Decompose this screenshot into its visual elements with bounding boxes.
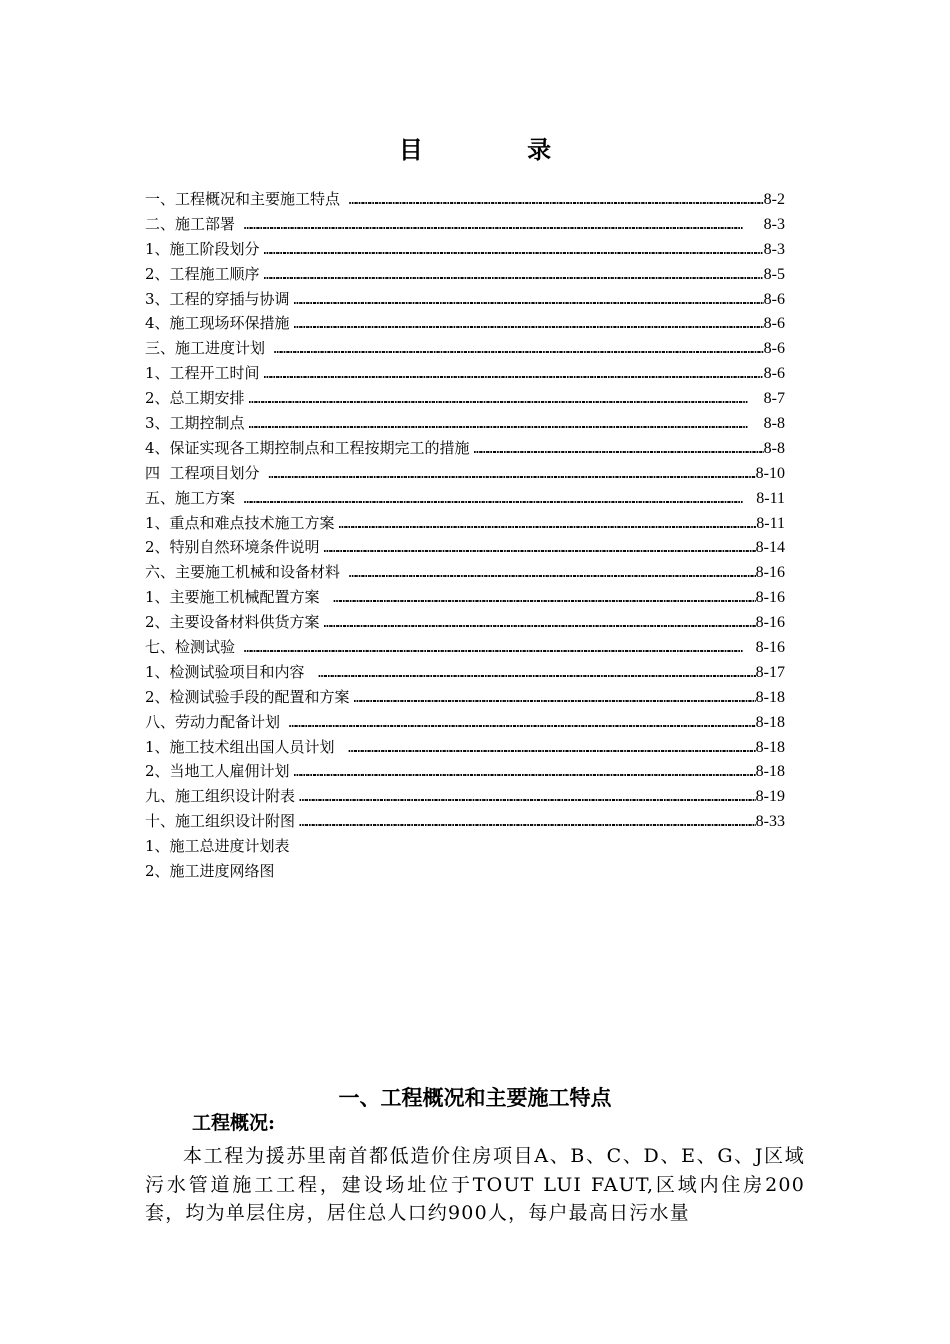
toc-entry xyxy=(145,436,785,461)
toc-entry-label: 十、施工组织设计附图 xyxy=(145,812,296,831)
toc-entry-page: 8-8 xyxy=(763,415,785,433)
overview-paragraph: 本工程为援苏里南首都低造价住房项目A、B、C、D、E、G、J区域污水管道施工工程，建设场址位于TOUT LUI FAUT,区域内住房200套，均为单层住房，居住总人口约900人，每户最高日污水量 xyxy=(145,1145,805,1224)
toc-entry xyxy=(145,859,785,884)
toc-entry-label: 1、施工技术组出国人员计划 xyxy=(145,737,345,756)
toc-entry-label: 七、检测试验 xyxy=(145,638,240,657)
toc-entry-page: 8-33 xyxy=(755,813,785,831)
toc-entry-label: 2、当地工人雇佣计划 xyxy=(145,762,290,781)
toc-leader-dots xyxy=(294,313,764,336)
toc-leader-dots xyxy=(348,737,756,760)
toc-entry xyxy=(145,834,785,859)
toc-entry-page: 8-6 xyxy=(763,365,785,383)
toc-entry-label: 1、工程开工时间 xyxy=(145,364,260,383)
toc-entry xyxy=(145,784,785,809)
toc-entry-label: 五、施工方案 xyxy=(145,488,240,507)
toc-entry-page: 8-18 xyxy=(755,688,785,706)
toc-title: 目 录 xyxy=(398,135,600,164)
toc-entry-page: 8-18 xyxy=(755,738,785,756)
toc-leader-dots xyxy=(268,463,755,486)
toc-leader-dots xyxy=(244,637,756,660)
toc-entry-page: 8-19 xyxy=(755,788,785,806)
toc-entry-page: 8-3 xyxy=(763,240,785,258)
toc-entry-page: 8-11 xyxy=(756,489,785,507)
toc-entry-label: 1、重点和难点技术施工方案 xyxy=(145,513,335,532)
toc-entry xyxy=(145,660,785,685)
toc-entry-page: 8-11 xyxy=(756,514,785,532)
toc-entry-page: 8-16 xyxy=(755,564,785,582)
toc-entry-label: 4、施工现场环保措施 xyxy=(145,314,290,333)
toc-leader-dots xyxy=(264,239,764,262)
toc-entry xyxy=(145,212,785,237)
toc-entry-label: 九、施工组织设计附表 xyxy=(145,787,296,806)
toc-entry-label: 2、主要设备材料供货方案 xyxy=(145,613,320,632)
toc-entry-page: 8-18 xyxy=(755,763,785,781)
toc-entry-page: 8-7 xyxy=(763,390,785,408)
toc-entry-page: 8-6 xyxy=(763,315,785,333)
toc-leader-dots xyxy=(249,388,764,411)
toc-entry-page: 8-10 xyxy=(755,464,785,482)
toc-leader-dots xyxy=(299,786,756,809)
toc-entry xyxy=(145,411,785,436)
toc-entry xyxy=(145,560,785,585)
toc-entry-label: 2、特别自然环境条件说明 xyxy=(145,538,320,557)
toc-entry xyxy=(145,511,785,536)
toc-leader-dots xyxy=(299,811,756,834)
toc-entry xyxy=(145,311,785,336)
toc-leader-dots xyxy=(249,413,764,436)
toc-leader-dots xyxy=(294,761,756,784)
toc-leader-dots xyxy=(318,662,756,685)
toc-entry-label: 一、工程概况和主要施工特点 xyxy=(145,190,345,208)
toc-leader-dots xyxy=(333,587,756,610)
toc-leader-dots xyxy=(264,264,764,287)
toc-leader-dots xyxy=(324,612,756,635)
table-of-contents xyxy=(145,187,785,884)
toc-leader-dots xyxy=(264,363,764,386)
toc-leader-dots xyxy=(349,189,764,212)
toc-entry-page: 8-3 xyxy=(763,215,785,233)
toc-entry xyxy=(145,635,785,660)
toc-entry xyxy=(145,461,785,486)
toc-entry xyxy=(145,187,785,212)
toc-entry xyxy=(145,759,785,784)
toc-entry-page: 8-8 xyxy=(763,439,785,457)
toc-entry xyxy=(145,262,785,287)
toc-entry-label: 四 工程项目划分 xyxy=(145,463,265,482)
toc-entry xyxy=(145,710,785,735)
toc-entry-label: 八、劳动力配备计划 xyxy=(145,712,285,731)
toc-entry xyxy=(145,486,785,511)
toc-leader-dots xyxy=(244,214,764,237)
toc-entry-page: 8-16 xyxy=(755,589,785,607)
toc-entry-page: 8-16 xyxy=(755,639,785,657)
toc-leader-dots xyxy=(354,687,756,710)
toc-entry-label: 三、施工进度计划 xyxy=(145,339,270,358)
toc-leader-dots xyxy=(474,438,764,461)
toc-entry xyxy=(145,809,785,834)
toc-entry-page: 8-6 xyxy=(763,340,785,358)
toc-entry-label: 二、施工部署 xyxy=(145,214,240,233)
toc-entry-label: 2、工程施工顺序 xyxy=(145,264,260,283)
toc-leader-dots xyxy=(244,488,756,511)
toc-entry xyxy=(145,237,785,262)
toc-entry-page: 8-18 xyxy=(755,713,785,731)
section-title: 一、工程概况和主要施工特点 xyxy=(338,1085,612,1110)
toc-entry-label: 2、总工期安排 xyxy=(145,389,245,408)
toc-entry-page: 8-17 xyxy=(755,663,785,681)
toc-entry xyxy=(145,361,785,386)
toc-entry-page: 8-5 xyxy=(763,265,785,283)
section-subtitle: 工程概况: xyxy=(192,1112,276,1134)
toc-entry xyxy=(145,735,785,760)
toc-entry-label: 1、主要施工机械配置方案 xyxy=(145,588,330,607)
toc-entry xyxy=(145,386,785,411)
toc-entry xyxy=(145,610,785,635)
toc-entry-label: 六、主要施工机械和设备材料 xyxy=(145,563,345,582)
toc-leader-dots xyxy=(274,338,764,361)
toc-entry-label: 2、检测试验手段的配置和方案 xyxy=(145,687,350,706)
toc-entry-label: 1、施工阶段划分 xyxy=(145,239,260,258)
toc-leader-dots xyxy=(324,537,756,560)
toc-leader-dots xyxy=(289,712,756,735)
toc-entry-page: 8-2 xyxy=(763,191,785,208)
toc-entry-label: 3、工期控制点 xyxy=(145,414,245,433)
toc-entry-label: 2、施工进度网络图 xyxy=(145,862,275,881)
toc-entry xyxy=(145,336,785,361)
toc-entry xyxy=(145,535,785,560)
toc-entry-page: 8-6 xyxy=(763,290,785,308)
toc-entry-label: 4、保证实现各工期控制点和工程按期完工的措施 xyxy=(145,438,470,457)
toc-entry-label: 1、施工总进度计划表 xyxy=(145,837,290,856)
toc-entry-page: 8-14 xyxy=(755,539,785,557)
toc-entry xyxy=(145,685,785,710)
toc-entry-page: 8-16 xyxy=(755,614,785,632)
toc-entry xyxy=(145,287,785,312)
toc-leader-dots xyxy=(339,513,757,536)
toc-entry-label: 1、检测试验项目和内容 xyxy=(145,662,315,681)
toc-entry-label: 3、工程的穿插与协调 xyxy=(145,289,290,308)
toc-leader-dots xyxy=(349,562,756,585)
toc-entry xyxy=(145,585,785,610)
toc-leader-dots xyxy=(294,289,764,312)
